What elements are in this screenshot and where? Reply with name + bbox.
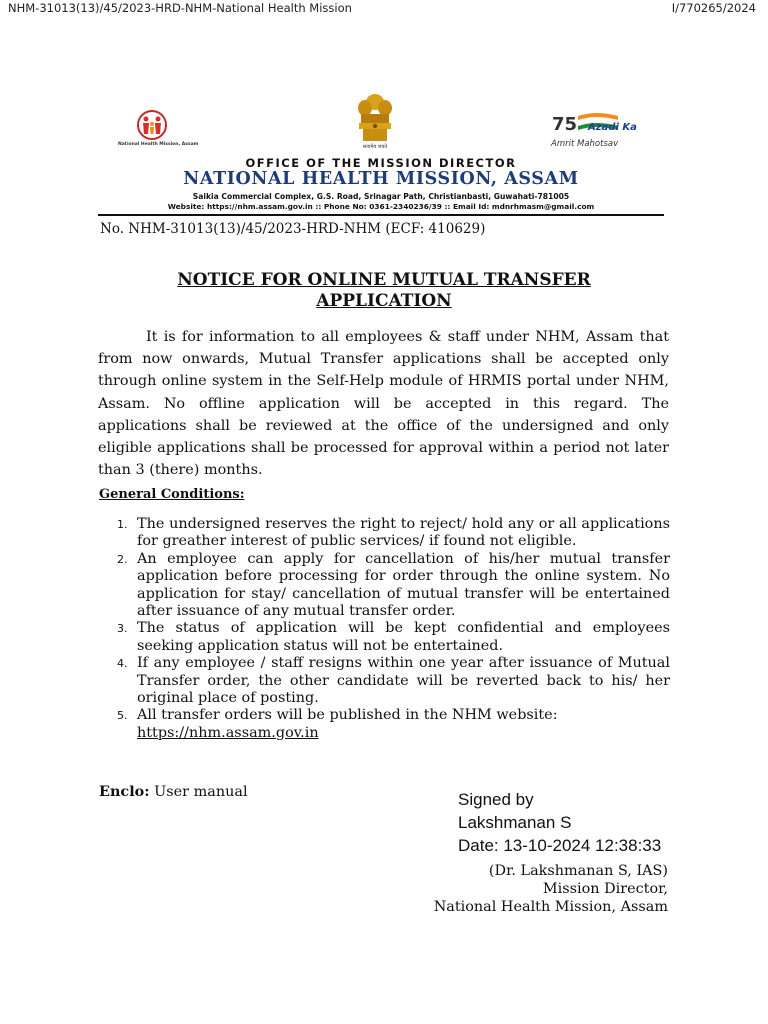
enclosure-value: User manual bbox=[154, 784, 248, 800]
list-item bbox=[100, 655, 670, 707]
file-reference: NHM-31013(13)/45/2023-HRD-NHM-National Health Mission bbox=[8, 1, 352, 15]
amrit-mahotsav-text: Amrit Mahotsav bbox=[551, 139, 619, 149]
office-address: Saikia Commercial Complex, G.S. Road, Srinagar Path, Christianbasti, Guwahati-781005 bbox=[192, 192, 570, 201]
ashoka-emblem-icon bbox=[352, 92, 398, 144]
list-number: 5. bbox=[117, 709, 128, 723]
condition-text: The status of application will be kept confidential and employees seeking application status will not be entertained. bbox=[137, 620, 670, 654]
list-item bbox=[100, 620, 670, 655]
digital-signature-block bbox=[458, 788, 661, 857]
organization-title: NATIONAL HEALTH MISSION, ASSAM bbox=[183, 169, 579, 189]
list-item bbox=[100, 707, 670, 742]
signature-date: Date: 13-10-2024 12:38:33 bbox=[458, 836, 662, 855]
list-number: 3. bbox=[117, 622, 128, 636]
list-item bbox=[100, 551, 670, 621]
letterhead bbox=[98, 88, 664, 218]
signatory-designation: Mission Director, bbox=[542, 881, 668, 897]
signer-name: Lakshmanan S bbox=[458, 813, 572, 832]
list-number: 2. bbox=[117, 552, 128, 566]
condition-text: All transfer orders will be published in the NHM website: bbox=[137, 707, 558, 724]
state-emblem bbox=[352, 92, 398, 154]
enclosure-label: Enclo: bbox=[99, 783, 150, 800]
notice-title bbox=[100, 270, 668, 312]
reference-number: No. NHM-31013(13)/45/2023-HRD-NHM (ECF: 410629) bbox=[100, 221, 486, 237]
list-item bbox=[100, 516, 670, 551]
notice-title-line-1: NOTICE FOR ONLINE MUTUAL TRANSFER bbox=[177, 270, 591, 290]
signatory-organization: National Health Mission, Assam bbox=[433, 899, 668, 915]
general-conditions-heading: General Conditions: bbox=[99, 487, 245, 502]
office-heading: OFFICE OF THE MISSION DIRECTOR bbox=[245, 156, 517, 170]
condition-text: The undersigned reserves the right to reject/ hold any or all applications for greather interest of public services/ if found not eligible. bbox=[137, 516, 670, 550]
conditions-list bbox=[100, 516, 670, 742]
nhm-website-link[interactable]: https://nhm.assam.gov.in bbox=[137, 724, 319, 741]
enclosure bbox=[99, 783, 248, 800]
condition-text: If any employee / staff resigns within one year after issuance of Mutual Transfer order, the other candidate will be reverted back to his/ her original place of posting. bbox=[137, 655, 670, 707]
receipt-number: I/770265/2024 bbox=[671, 1, 756, 15]
notice-title-line-2: APPLICATION bbox=[316, 291, 452, 311]
signed-by-label: Signed by bbox=[458, 790, 534, 809]
list-number: 4. bbox=[117, 657, 128, 671]
letterhead-divider bbox=[98, 214, 664, 216]
azadi-ka-amrit-mahotsav-logo bbox=[548, 110, 648, 160]
svg-text:75: 75 bbox=[552, 114, 578, 135]
emblem-motto: सत्यमेव जयते bbox=[362, 144, 388, 150]
nhm-logo-caption: National Health Mission, Assam bbox=[118, 142, 199, 147]
document-header-bar bbox=[0, 0, 768, 18]
list-number: 1. bbox=[117, 518, 128, 531]
nhm-logo bbox=[118, 110, 218, 150]
signatory-block bbox=[400, 862, 668, 916]
nhm-family-icon bbox=[134, 110, 170, 142]
signatory-name: (Dr. Lakshmanan S, IAS) bbox=[488, 863, 668, 879]
notice-body: It is for information to all employees & staff under NHM, Assam that from now onwards, Mutual Transfer applications shall be accepted only through online system in the Self-Help module of HRMIS portal under NHM, Assam. No offline application will be accepted in this regard. The applications shall be reviewed at the office of the undersigned and only eligible applications shall be processed for approval within a period not later than 3 (there) months. bbox=[98, 329, 669, 479]
condition-text: An employee can apply for cancellation of his/her mutual transfer application before processing for order through the online system. No application for stay/ cancellation of mutual transfer will be entertained after issuance of any mutual transfer order. bbox=[137, 550, 670, 620]
azadi-text: Azadi Ka bbox=[588, 122, 637, 133]
contact-details: Website: https://nhm.assam.gov.in :: Phone No: 0361-2340236/39 :: Email Id: mdnrhmasm@gmail.com bbox=[167, 202, 595, 211]
